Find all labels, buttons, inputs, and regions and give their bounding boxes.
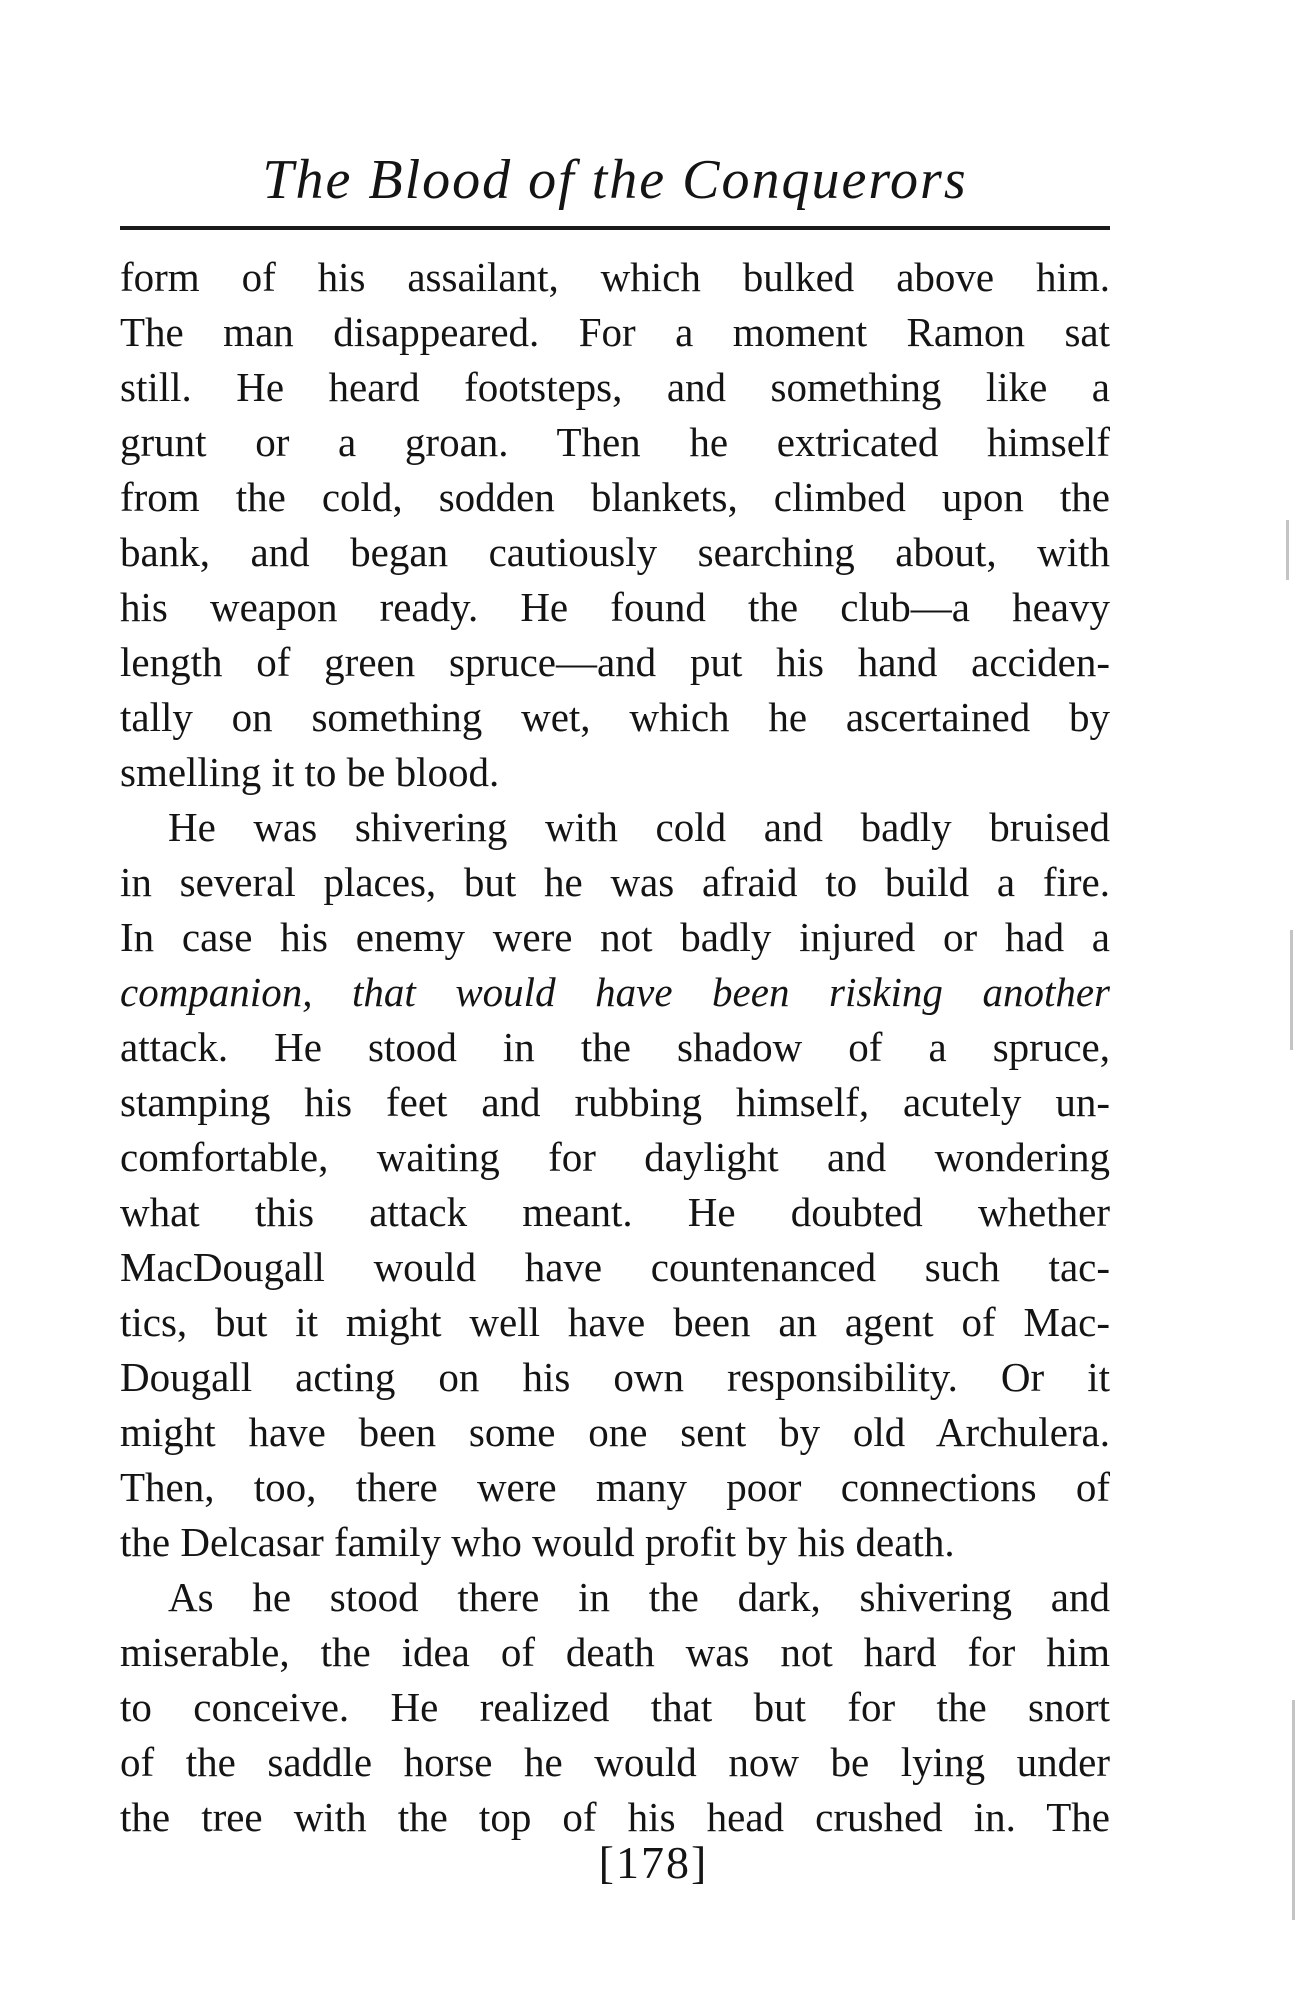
text-line: MacDougall would have countenanced such tac- <box>120 1244 1110 1290</box>
text-line: length of green spruce—and put his hand acciden- <box>120 639 1110 685</box>
text-line: Then, too, there were many poor connections of <box>120 1464 1110 1510</box>
scan-mark <box>1286 520 1289 580</box>
text-line: his weapon ready. He found the club—a heavy <box>120 584 1110 630</box>
page-number: [178] <box>598 1837 709 1888</box>
text-line: the tree with the top of his head crushed in. The <box>120 1794 1110 1840</box>
text-line: grunt or a groan. Then he extricated himself <box>120 419 1110 465</box>
body-text <box>120 250 1110 1845</box>
running-head: The Blood of the Conquerors <box>262 149 968 211</box>
text-line: tics, but it might well have been an agent of Mac- <box>120 1299 1110 1345</box>
text-line: He was shivering with cold and badly bruised <box>168 804 1110 850</box>
text-line: The man disappeared. For a moment Ramon sat <box>120 309 1110 355</box>
text-line: smelling it to be blood. <box>120 749 500 795</box>
text-line: from the cold, sodden blankets, climbed upon the <box>120 474 1110 520</box>
text-line: As he stood there in the dark, shivering and <box>168 1574 1110 1620</box>
text-line: Dougall acting on his own responsibility. Or it <box>120 1354 1110 1400</box>
text-line: In case his enemy were not badly injured or had a <box>120 914 1110 960</box>
text-line: still. He heard footsteps, and something like a <box>120 364 1110 410</box>
text-line: miserable, the idea of death was not hard for him <box>120 1629 1110 1675</box>
text-line: might have been some one sent by old Archulera. <box>120 1409 1110 1455</box>
text-line: tally on something wet, which he ascertained by <box>120 694 1110 740</box>
text-line: bank, and began cautiously searching about, with <box>120 529 1110 575</box>
scan-mark <box>1292 1700 1295 1920</box>
text-line: what this attack meant. He doubted whether <box>120 1189 1110 1235</box>
header-rule <box>120 226 1110 230</box>
text-line: form of his assailant, which bulked above him. <box>120 254 1110 300</box>
text-line: in several places, but he was afraid to build a fire. <box>120 859 1110 905</box>
text-line: the Delcasar family who would profit by his death. <box>120 1519 955 1565</box>
text-line: companion, that would have been risking another <box>120 969 1110 1015</box>
text-line: of the saddle horse he would now be lying under <box>120 1739 1110 1785</box>
text-line: stamping his feet and rubbing himself, acutely un- <box>120 1079 1110 1125</box>
scan-mark <box>1290 930 1293 1050</box>
text-line: comfortable, waiting for daylight and wondering <box>120 1134 1110 1180</box>
text-line: to conceive. He realized that but for the snort <box>120 1684 1110 1730</box>
text-line: attack. He stood in the shadow of a spruce, <box>120 1024 1110 1070</box>
